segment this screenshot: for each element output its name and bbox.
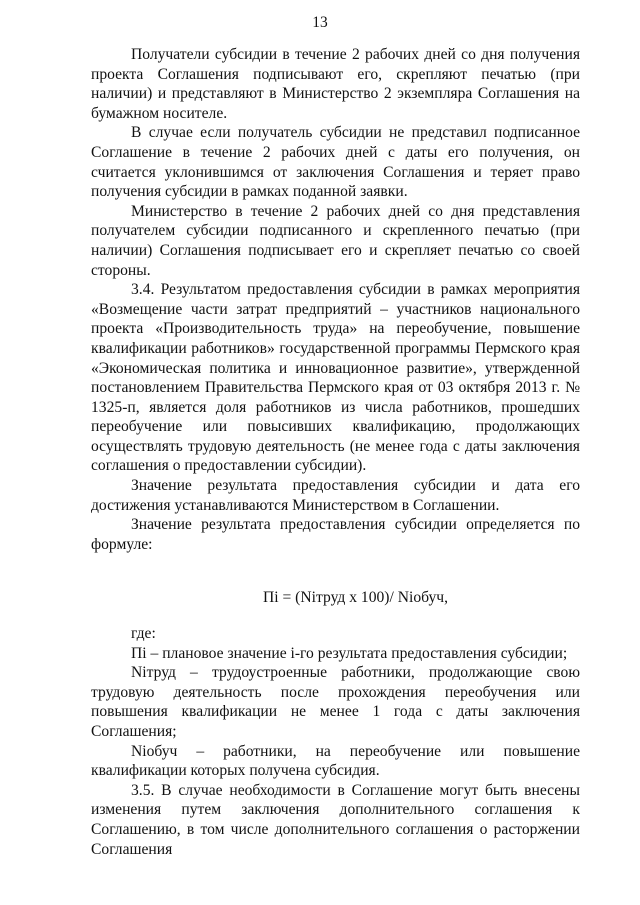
page-number: 13 xyxy=(312,14,328,31)
formula: Пi = (Niтруд x 100)/ Niобуч, xyxy=(263,589,448,607)
paragraph-formula-intro: Значение результата предоставления субсидии определяется по формуле: xyxy=(91,516,580,553)
document-body xyxy=(91,45,580,859)
definition-n-trud: Niтруд – трудоустроенные работники, продолжающие свою трудовую деятельность после прохождения переобучения или повышения квалификации не менее 1 года с даты заключения Соглашения; xyxy=(91,664,580,740)
paragraph-ministry-signing: Министерство в течение 2 рабочих дней со дня представления получателем субсидии подписанного и скрепленного печатью (при наличии) Соглашения подписывает его и скрепляет печатью со своей стороны. xyxy=(91,202,580,279)
paragraph-section-3-4: 3.4. Результатом предоставления субсидии в рамках мероприятия «Возмещение части затрат предприятий – участников национального проекта «Производительность труда» на переобучение, повышение квалификации работников» государственной программы Пермского края «Экономическая политика и инновационное развитие», утвержденной постановлением Правительства Пермского края от 03 октября 2013 г. № 1325-п, является доля работников из числа работников, прошедших переобучение или повысивших квалификацию, продолжающих осуществлять трудовую деятельность (не менее года с даты заключения соглашения о предоставлении субсидии). xyxy=(91,281,580,475)
where-label: где: xyxy=(131,625,156,643)
paragraph-result-value: Значение результата предоставления субсидии и дата его достижения устанавливаются Министерством в Соглашении. xyxy=(91,477,580,514)
definition-pi: Пi – плановое значение i-го результата предоставления субсидии; xyxy=(131,644,568,662)
paragraph-signing-procedure: Получатели субсидии в течение 2 рабочих дней со дня получения проекта Соглашения подписывают его, скрепляют печатью (при наличии) и представляют в Министерство 2 экземпляра Соглашения на бумажном носителе. xyxy=(91,46,580,122)
paragraph-section-3-5: 3.5. В случае необходимости в Соглашение могут быть внесены изменения путем заключения дополнительного соглашения к Соглашению, в том числе дополнительного соглашения о расторжении Соглашения xyxy=(91,781,580,858)
definition-n-obuch: Niобуч – работники, на переобучение или повышение квалификации которых получена субсидия. xyxy=(91,742,580,780)
paragraph-evasion: В случае если получатель субсидии не представил подписанное Соглашение в течение 2 рабочих дней с даты его получения, он считается уклонившимся от заключения Соглашения и теряет право получения субсидии в рамках поданной заявки. xyxy=(91,124,580,201)
